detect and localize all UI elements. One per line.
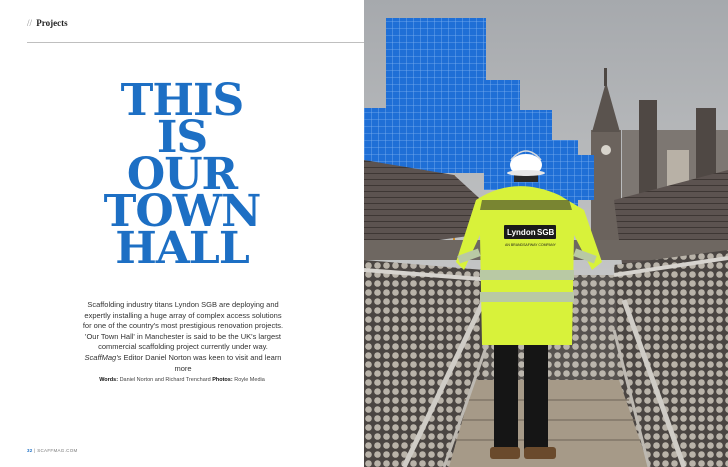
page-number: 32 bbox=[27, 448, 33, 453]
words-label: Words: bbox=[99, 377, 119, 383]
photos-credit: Royle Media bbox=[234, 377, 265, 383]
jacket-tagline: AN BRANDSAFWAY COMPANY bbox=[505, 243, 556, 247]
section-tag bbox=[27, 18, 68, 28]
headline-line: HALL bbox=[115, 223, 249, 274]
section-label: Projects bbox=[36, 18, 68, 28]
standfirst bbox=[82, 300, 284, 374]
scaffold-tower bbox=[386, 18, 486, 173]
headline-line: OUR bbox=[126, 149, 238, 200]
standfirst-part1: Scaffolding industry titans Lyndon SGB are deploying and expertly installing a huge array of complex access solutions for one of the country's most prestigious renovation projects. 'Our Town Hall' in Manchester is said to be the UK's largest commercial scaffolding project currently under way. bbox=[82, 300, 284, 352]
jacket-brand: Lyndon bbox=[507, 228, 536, 237]
clock-face bbox=[601, 145, 611, 155]
headline-line: IS bbox=[156, 112, 208, 163]
site-name: SCAFFMAG.COM bbox=[37, 448, 78, 453]
header-rule bbox=[27, 42, 364, 43]
photos-label: Photos: bbox=[212, 377, 233, 383]
headline-line: TOWN bbox=[103, 186, 261, 237]
standfirst-part2: Editor Daniel Norton was keen to visit and learn more bbox=[123, 352, 282, 373]
credits bbox=[0, 377, 364, 383]
folio: 32 | SCAFFMAG.COM bbox=[27, 448, 78, 453]
jacket-brand-2: SGB bbox=[537, 228, 555, 237]
headline-line: THIS bbox=[120, 75, 244, 126]
words-credit: Daniel Norton and Richard Trenchard bbox=[119, 377, 211, 383]
hero-photo bbox=[364, 0, 728, 467]
photo-illustration bbox=[364, 0, 728, 467]
headline bbox=[0, 75, 364, 274]
section-prefix: // bbox=[27, 18, 33, 28]
standfirst-magazine: ScaffMag's bbox=[84, 352, 122, 362]
